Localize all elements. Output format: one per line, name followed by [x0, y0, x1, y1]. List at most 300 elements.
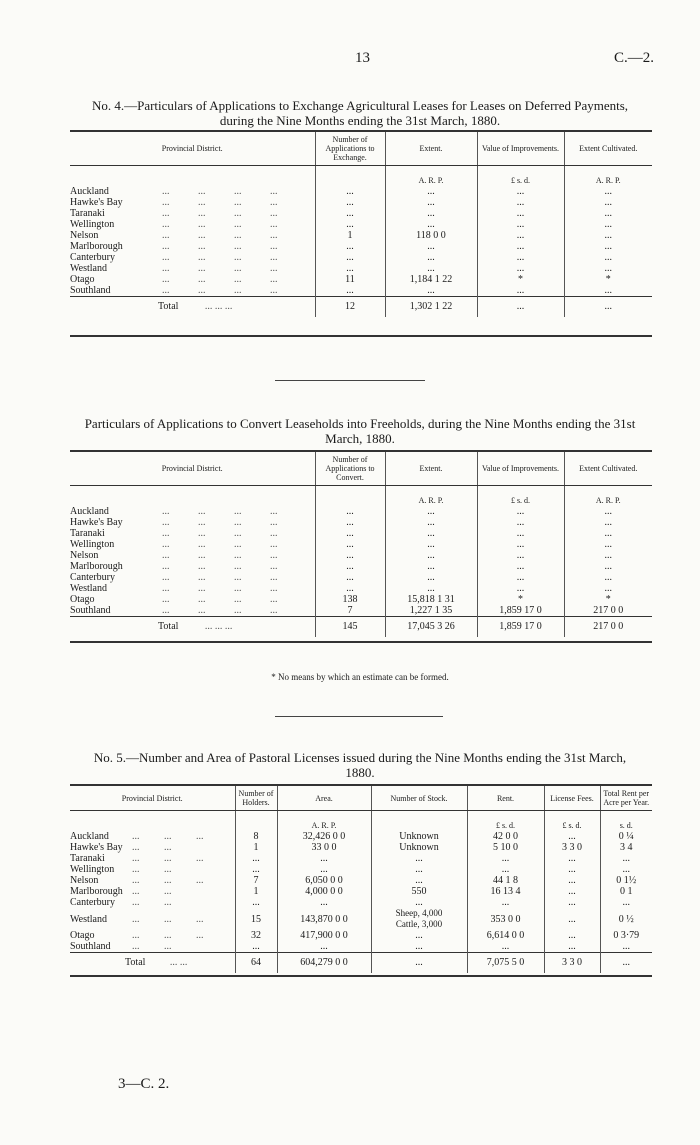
district-cell — [70, 252, 315, 263]
value-cell: ... — [477, 517, 564, 528]
convert-header-value: Value of Improvements. — [477, 451, 564, 486]
stock-cell: ... — [371, 930, 467, 941]
table-row — [70, 594, 652, 605]
total-area: 604,279 0 0 — [277, 953, 371, 974]
num-cell: ... — [315, 517, 385, 528]
stock-cell: ... — [371, 941, 467, 953]
rent-cell: 5 10 0 — [467, 842, 544, 853]
total-value: 1,859 17 0 — [477, 617, 564, 638]
cult-cell: ... — [564, 263, 652, 274]
dot-leader: ... ... ... ... — [162, 561, 278, 572]
convert-header-number: Number of Applications to Convert. — [315, 451, 385, 486]
total-holders: 64 — [235, 953, 277, 974]
total-number: 145 — [315, 617, 385, 638]
district-name: Auckland — [70, 831, 109, 842]
table4-title: No. 4.—Particulars of Applications to Exchange Agricultural Leases for Leases on Deferred Payments, during the Nine Months ending the 31st March, 1880. — [91, 98, 629, 128]
fees-cell: ... — [544, 930, 600, 941]
district-cell — [70, 197, 315, 208]
extent-cell: 118 0 0 — [385, 230, 477, 241]
stock-cell: ... — [371, 853, 467, 864]
value-cell: ... — [477, 230, 564, 241]
district-name: Taranaki — [70, 528, 105, 539]
value-cell: ... — [477, 219, 564, 230]
extent-cell: ... — [385, 550, 477, 561]
extent-cell: 1,227 1 35 — [385, 605, 477, 617]
extent-cell: ... — [385, 208, 477, 219]
district-cell — [70, 539, 315, 550]
dot-leader: ... ... ... ... — [162, 197, 278, 208]
num-cell: ... — [315, 241, 385, 252]
rent-cell: ... — [467, 941, 544, 953]
district-cell — [70, 842, 235, 853]
value-cell: ... — [477, 252, 564, 263]
unit-extent: A. R. P. — [385, 166, 477, 187]
rent-cell: 16 13 4 — [467, 886, 544, 897]
fees-cell: ... — [544, 853, 600, 864]
table-row — [70, 853, 652, 864]
total-extent: 17,045 3 26 — [385, 617, 477, 638]
stock-line: Sheep, 4,000 — [395, 908, 443, 918]
extent-cell: ... — [385, 583, 477, 594]
value-cell: ... — [477, 208, 564, 219]
per-acre-cell: 0 ¼ — [600, 831, 652, 842]
holders-cell: ... — [235, 897, 277, 908]
district-cell — [70, 886, 235, 897]
dot-leader: ... ... ... ... — [162, 517, 278, 528]
rent-cell: ... — [467, 897, 544, 908]
holders-cell: 32 — [235, 930, 277, 941]
district-name: Otago — [70, 930, 95, 941]
rent-cell: 6,614 0 0 — [467, 930, 544, 941]
dot-leader: ... ... ... ... — [162, 186, 278, 197]
holders-cell: 7 — [235, 875, 277, 886]
district-name: Canterbury — [70, 572, 115, 583]
area-cell: ... — [277, 941, 371, 953]
district-name: Taranaki — [70, 853, 105, 864]
unit-fees: £ s. d. — [544, 811, 600, 832]
dot-leader: ... ... — [132, 864, 172, 875]
cult-cell: ... — [564, 252, 652, 263]
table-row — [70, 886, 652, 897]
district-name: Auckland — [70, 186, 109, 197]
cult-cell: ... — [564, 208, 652, 219]
page-reference: C.—2. — [613, 50, 654, 66]
per-acre-cell: 0 3·79 — [600, 930, 652, 941]
value-cell: ... — [477, 528, 564, 539]
total-cultivated: ... — [564, 297, 652, 318]
dot-leader: ... ... — [132, 941, 172, 952]
page-footer: 3—C. 2. — [118, 1076, 170, 1092]
total-row: Total ... ... ... 12 1,302 1 22 ... ... — [70, 297, 652, 318]
table-row — [70, 263, 652, 274]
cult-cell: ... — [564, 550, 652, 561]
district-cell — [70, 517, 315, 528]
district-name: Marlborough — [70, 241, 123, 252]
table5-header-rent: Rent. — [467, 785, 544, 811]
extent-cell: ... — [385, 528, 477, 539]
table-row — [70, 274, 652, 285]
area-cell: 143,870 0 0 — [277, 908, 371, 930]
district-name: Southland — [70, 285, 111, 296]
district-cell — [70, 208, 315, 219]
stock-cell: 550 — [371, 886, 467, 897]
dot-leader: ... ... ... — [132, 853, 204, 864]
total-value: ... — [477, 297, 564, 318]
table4-header-number: Number of Applications to Exchange. — [315, 131, 385, 166]
district-name: Canterbury — [70, 897, 115, 908]
table-row — [70, 875, 652, 886]
fees-cell: 3 3 0 — [544, 842, 600, 853]
table-row — [70, 197, 652, 208]
num-cell: ... — [315, 528, 385, 539]
extent-cell: ... — [385, 197, 477, 208]
page-number: 13 — [355, 50, 370, 66]
dot-leader: ... ... ... ... — [162, 230, 278, 241]
total-cultivated: 217 0 0 — [564, 617, 652, 638]
table4-header-value: Value of Improvements. — [477, 131, 564, 166]
extent-cell: ... — [385, 539, 477, 550]
table4 — [70, 130, 652, 337]
rent-cell: 42 0 0 — [467, 831, 544, 842]
district-name: Westland — [70, 913, 107, 925]
stock-cell — [371, 908, 467, 930]
stock-cell: Unknown — [371, 842, 467, 853]
table4-header-district: Provincial District. — [70, 131, 315, 166]
district-cell — [70, 908, 235, 930]
table-row — [70, 539, 652, 550]
holders-cell: 1 — [235, 842, 277, 853]
table-row — [70, 219, 652, 230]
stock-cell: ... — [371, 875, 467, 886]
district-cell — [70, 506, 315, 517]
extent-cell: ... — [385, 517, 477, 528]
table5-header-holders: Number of Holders. — [235, 785, 277, 811]
district-cell — [70, 186, 315, 197]
dot-leader: ... ... ... ... — [162, 572, 278, 583]
num-cell: ... — [315, 550, 385, 561]
num-cell: ... — [315, 539, 385, 550]
dot-leader: ... ... ... — [132, 875, 204, 886]
num-cell: ... — [315, 285, 385, 297]
dot-leader: ... ... ... ... — [162, 252, 278, 263]
district-cell — [70, 875, 235, 886]
district-cell — [70, 285, 315, 297]
table-row — [70, 186, 652, 197]
num-cell: ... — [315, 197, 385, 208]
value-cell: * — [477, 274, 564, 285]
unit-value: £ s. d. — [477, 166, 564, 187]
cult-cell: ... — [564, 539, 652, 550]
holders-cell: 1 — [235, 886, 277, 897]
footnote: * No means by which an estimate can be formed. — [271, 672, 449, 682]
district-cell — [70, 897, 235, 908]
district-name: Otago — [70, 274, 95, 285]
area-cell: 417,900 0 0 — [277, 930, 371, 941]
value-cell: ... — [477, 263, 564, 274]
table-row — [70, 572, 652, 583]
district-name: Marlborough — [70, 561, 123, 572]
cult-cell: ... — [564, 219, 652, 230]
convert-title: Particulars of Applications to Convert Leaseholds into Freeholds, during the Nine Months ending the 31st March, 1880. — [84, 416, 636, 446]
total-row: Total ... ... ... 145 17,045 3 26 1,859 17 0 217 0 0 — [70, 617, 652, 638]
value-cell: ... — [477, 197, 564, 208]
total-rent: 7,075 5 0 — [467, 953, 544, 974]
cult-cell: * — [564, 594, 652, 605]
district-cell — [70, 594, 315, 605]
district-name: Wellington — [70, 539, 115, 550]
total-row: Total ... ... 64 604,279 0 0 ... 7,075 5 0 3 3 0 ... — [70, 953, 652, 974]
district-cell — [70, 853, 235, 864]
cult-cell: 217 0 0 — [564, 605, 652, 617]
table5 — [70, 784, 652, 977]
value-cell: ... — [477, 285, 564, 297]
dot-leader: ... ... — [132, 897, 172, 908]
total-per-acre: ... — [600, 953, 652, 974]
dot-leader: ... ... ... ... — [162, 219, 278, 230]
cult-cell: ... — [564, 186, 652, 197]
num-cell: ... — [315, 263, 385, 274]
num-cell: ... — [315, 219, 385, 230]
total-fees: 3 3 0 — [544, 953, 600, 974]
table5-header-area: Area. — [277, 785, 371, 811]
value-cell: * — [477, 594, 564, 605]
cult-cell: ... — [564, 528, 652, 539]
table-row — [70, 864, 652, 875]
area-cell: 32,426 0 0 — [277, 831, 371, 842]
rent-cell: ... — [467, 853, 544, 864]
cult-cell: ... — [564, 197, 652, 208]
district-cell — [70, 263, 315, 274]
dot-leader: ... ... ... ... — [162, 583, 278, 594]
table-row — [70, 605, 652, 617]
table-row — [70, 285, 652, 297]
dot-leader: ... ... ... ... — [162, 285, 278, 296]
per-acre-cell: 0 1 — [600, 886, 652, 897]
district-cell — [70, 219, 315, 230]
district-name: Westland — [70, 263, 107, 274]
num-cell: ... — [315, 186, 385, 197]
num-cell: 11 — [315, 274, 385, 285]
dot-leader: ... ... ... ... — [162, 274, 278, 285]
value-cell: ... — [477, 550, 564, 561]
dot-leader: ... ... ... ... — [162, 528, 278, 539]
dot-leader: ... ... ... ... — [162, 241, 278, 252]
district-name: Southland — [70, 605, 111, 616]
district-name: Nelson — [70, 230, 99, 241]
table-row — [70, 241, 652, 252]
fees-cell: ... — [544, 864, 600, 875]
table-row — [70, 550, 652, 561]
dot-leader: ... ... ... ... — [162, 263, 278, 274]
unit-value: £ s. d. — [477, 486, 564, 507]
district-name: Westland — [70, 583, 107, 594]
table-row — [70, 941, 652, 953]
num-cell: ... — [315, 572, 385, 583]
area-cell: 4,000 0 0 — [277, 886, 371, 897]
dot-leader: ... ... ... ... — [162, 605, 278, 616]
per-acre-cell: 0 1½ — [600, 875, 652, 886]
extent-cell: ... — [385, 285, 477, 297]
area-cell: 33 0 0 — [277, 842, 371, 853]
extent-cell: 15,818 1 31 — [385, 594, 477, 605]
num-cell: ... — [315, 208, 385, 219]
extent-cell: 1,184 1 22 — [385, 274, 477, 285]
district-cell — [70, 274, 315, 285]
district-cell — [70, 561, 315, 572]
extent-cell: ... — [385, 263, 477, 274]
table-row — [70, 252, 652, 263]
total-number: 12 — [315, 297, 385, 318]
table5-header-stock: Number of Stock. — [371, 785, 467, 811]
table-row — [70, 897, 652, 908]
total-stock: ... — [371, 953, 467, 974]
dot-leader: ... ... ... ... — [162, 506, 278, 517]
num-cell: 1 — [315, 230, 385, 241]
extent-cell: ... — [385, 506, 477, 517]
district-cell — [70, 941, 235, 953]
district-name: Wellington — [70, 864, 115, 875]
extent-cell: ... — [385, 572, 477, 583]
convert-header-cultivated: Extent Cultivated. — [564, 451, 652, 486]
per-acre-cell: ... — [600, 853, 652, 864]
unit-rent: £ s. d. — [467, 811, 544, 832]
value-cell: ... — [477, 583, 564, 594]
dot-leader: ... ... ... ... — [162, 539, 278, 550]
district-name: Hawke's Bay — [70, 842, 123, 853]
table-row — [70, 506, 652, 517]
num-cell: ... — [315, 561, 385, 572]
cult-cell: ... — [564, 583, 652, 594]
section-divider — [275, 380, 425, 381]
cult-cell: ... — [564, 517, 652, 528]
district-name: Nelson — [70, 875, 99, 886]
convert-header-district: Provincial District. — [70, 451, 315, 486]
district-cell — [70, 930, 235, 941]
stock-cell: ... — [371, 897, 467, 908]
holders-cell: ... — [235, 864, 277, 875]
fees-cell: ... — [544, 875, 600, 886]
district-name: Nelson — [70, 550, 99, 561]
table-row — [70, 842, 652, 853]
value-cell: 1,859 17 0 — [477, 605, 564, 617]
district-cell — [70, 241, 315, 252]
fees-cell: ... — [544, 941, 600, 953]
rent-cell: ... — [467, 864, 544, 875]
per-acre-cell: 3 4 — [600, 842, 652, 853]
cult-cell: * — [564, 274, 652, 285]
value-cell: ... — [477, 539, 564, 550]
stock-cell: ... — [371, 864, 467, 875]
convert-header-extent: Extent. — [385, 451, 477, 486]
total-extent: 1,302 1 22 — [385, 297, 477, 318]
cult-cell: ... — [564, 572, 652, 583]
holders-cell: ... — [235, 853, 277, 864]
district-name: Canterbury — [70, 252, 115, 263]
dot-leader: ... ... ... ... — [162, 550, 278, 561]
table4-header-extent: Extent. — [385, 131, 477, 166]
table5-header-per-acre: Total Rent per Acre per Year. — [600, 785, 652, 811]
section-divider — [275, 716, 443, 717]
area-cell: 6,050 0 0 — [277, 875, 371, 886]
value-cell: ... — [477, 186, 564, 197]
district-name: Auckland — [70, 506, 109, 517]
cult-cell: ... — [564, 506, 652, 517]
unit-cultivated: A. R. P. — [564, 166, 652, 187]
fees-cell: ... — [544, 831, 600, 842]
fees-cell: ... — [544, 897, 600, 908]
extent-cell: ... — [385, 186, 477, 197]
total-label: Total — [158, 301, 179, 312]
unit-per-acre: s. d. — [600, 811, 652, 832]
unit-extent: A. R. P. — [385, 486, 477, 507]
district-name: Southland — [70, 941, 111, 952]
rent-cell: 353 0 0 — [467, 908, 544, 930]
extent-cell: ... — [385, 219, 477, 230]
district-name: Hawke's Bay — [70, 517, 123, 528]
per-acre-cell: ... — [600, 897, 652, 908]
per-acre-cell: 0 ½ — [600, 908, 652, 930]
holders-cell: 8 — [235, 831, 277, 842]
per-acre-cell: ... — [600, 864, 652, 875]
district-name: Hawke's Bay — [70, 197, 123, 208]
rent-cell: 44 1 8 — [467, 875, 544, 886]
extent-cell: ... — [385, 561, 477, 572]
area-cell: ... — [277, 864, 371, 875]
cult-cell: ... — [564, 230, 652, 241]
num-cell: 7 — [315, 605, 385, 617]
total-label: Total — [125, 957, 146, 968]
table-row — [70, 230, 652, 241]
district-cell — [70, 864, 235, 875]
per-acre-cell: ... — [600, 941, 652, 953]
num-cell: ... — [315, 252, 385, 263]
cult-cell: ... — [564, 241, 652, 252]
table-row — [70, 208, 652, 219]
dot-leader: ... ... ... — [132, 913, 204, 925]
district-cell — [70, 528, 315, 539]
fees-cell: ... — [544, 886, 600, 897]
value-cell: ... — [477, 572, 564, 583]
unit-area: A. R. P. — [277, 811, 371, 832]
table-row — [70, 930, 652, 941]
unit-cultivated: A. R. P. — [564, 486, 652, 507]
table-row — [70, 908, 652, 930]
table-row — [70, 583, 652, 594]
dot-leader: ... ... — [132, 886, 172, 897]
holders-cell: ... — [235, 941, 277, 953]
table-row — [70, 528, 652, 539]
cult-cell: ... — [564, 561, 652, 572]
dot-leader: ... ... — [132, 842, 172, 853]
convert-table — [70, 450, 652, 643]
value-cell: ... — [477, 506, 564, 517]
district-name: Wellington — [70, 219, 115, 230]
table-row — [70, 517, 652, 528]
stock-cell: Unknown — [371, 831, 467, 842]
table5-header-district: Provincial District. — [70, 785, 235, 811]
value-cell: ... — [477, 561, 564, 572]
value-cell: ... — [477, 241, 564, 252]
extent-cell: ... — [385, 241, 477, 252]
district-name: Taranaki — [70, 208, 105, 219]
dot-leader: ... ... ... ... — [162, 208, 278, 219]
table-row — [70, 831, 652, 842]
fees-cell: ... — [544, 908, 600, 930]
stock-line: Cattle, 3,000 — [395, 919, 443, 929]
district-name: Otago — [70, 594, 95, 605]
dot-leader: ... ... ... — [132, 831, 204, 842]
table4-header-cultivated: Extent Cultivated. — [564, 131, 652, 166]
